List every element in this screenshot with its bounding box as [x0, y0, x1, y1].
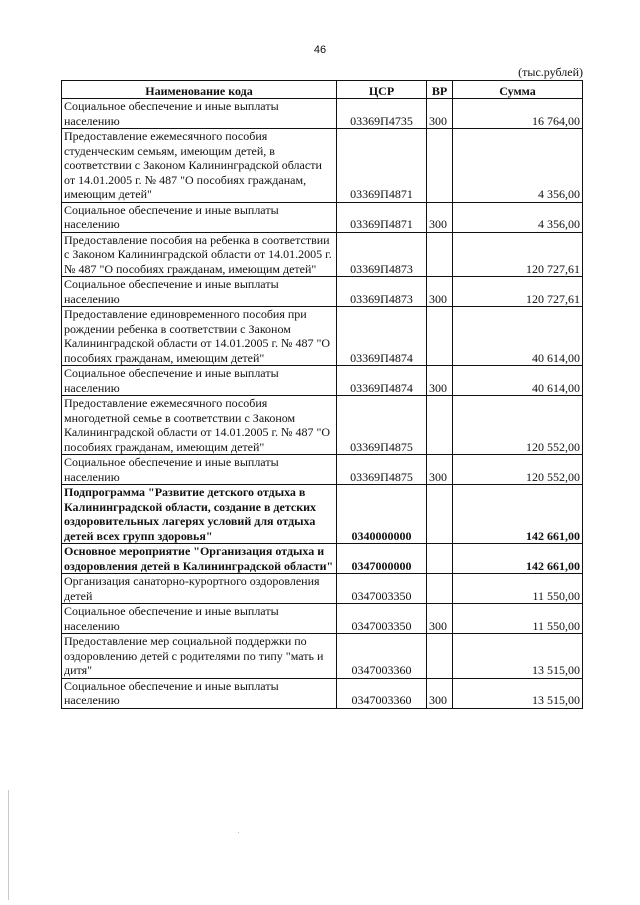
units-note: (тыс.рублей)	[518, 65, 583, 79]
row-name-cell: Социальное обеспечение и иные выплаты населению	[62, 277, 337, 307]
row-name-cell: Предоставление ежемесячного пособия студенческим семьям, имеющим детей, в соответствии с Законом Калининградской области от 14.01.2005 г. № 487 "О пособиях гражданам, имеющим детей"	[62, 129, 337, 203]
row-vr-cell: 300	[427, 678, 453, 708]
row-name-cell: Социальное обеспечение и иные выплаты населению	[62, 455, 337, 485]
table-row	[62, 366, 583, 396]
table-row	[62, 634, 583, 679]
row-name-cell: Организация санаторно-курортного оздоровления детей	[62, 574, 337, 604]
table-body	[62, 99, 583, 709]
row-vr-cell: 300	[427, 202, 453, 232]
row-csr-cell: 0347000000	[337, 544, 427, 574]
row-name-cell: Социальное обеспечение и иные выплаты населению	[62, 678, 337, 708]
row-sum-cell: 13 515,00	[453, 634, 583, 679]
row-csr-cell: 0340000000	[337, 485, 427, 544]
row-name-cell: Подпрограмма "Развитие детского отдыха в Калининградской области, создание в детских оздоровительных лагерях условий для отдыха детей всех групп здоровья"	[62, 485, 337, 544]
row-csr-cell: 03369П4735	[337, 99, 427, 129]
row-vr-cell: 300	[427, 604, 453, 634]
row-csr-cell: 03369П4873	[337, 232, 427, 277]
table-row	[62, 455, 583, 485]
table-row	[62, 99, 583, 129]
table-row	[62, 277, 583, 307]
row-csr-cell: 03369П4875	[337, 396, 427, 455]
row-name-cell: Социальное обеспечение и иные выплаты населению	[62, 202, 337, 232]
table-row	[62, 678, 583, 708]
row-name-cell: Социальное обеспечение и иные выплаты населению	[62, 604, 337, 634]
row-vr-cell	[427, 544, 453, 574]
row-vr-cell	[427, 396, 453, 455]
row-sum-cell: 142 661,00	[453, 544, 583, 574]
row-vr-cell	[427, 129, 453, 203]
row-sum-cell: 40 614,00	[453, 307, 583, 366]
row-name-cell: Предоставление пособия на ребенка в соответствии с Законом Калининградской области от 14.01.2005 г. № 487 "О пособиях гражданам, имеющим детей"	[62, 232, 337, 277]
table-row	[62, 485, 583, 544]
row-sum-cell: 16 764,00	[453, 99, 583, 129]
page-number: 46	[313, 44, 327, 56]
scan-speck	[238, 832, 239, 833]
row-vr-cell	[427, 232, 453, 277]
row-sum-cell: 13 515,00	[453, 678, 583, 708]
table-row	[62, 232, 583, 277]
row-vr-cell	[427, 307, 453, 366]
table-row	[62, 202, 583, 232]
table-row	[62, 544, 583, 574]
row-csr-cell: 03369П4873	[337, 277, 427, 307]
row-csr-cell: 03369П4875	[337, 455, 427, 485]
row-vr-cell	[427, 574, 453, 604]
row-name-cell: Предоставление единовременного пособия при рождении ребенка в соответствии с Законом Калининградской области от 14.01.2005 г. № 487 "О пособиях гражданам, имеющим детей"	[62, 307, 337, 366]
scan-edge-line	[8, 790, 9, 900]
row-sum-cell: 120 727,61	[453, 232, 583, 277]
row-sum-cell: 4 356,00	[453, 202, 583, 232]
table-row	[62, 604, 583, 634]
row-vr-cell	[427, 634, 453, 679]
row-name-cell: Социальное обеспечение и иные выплаты населению	[62, 366, 337, 396]
header-vr: ВР	[427, 81, 453, 99]
row-vr-cell: 300	[427, 455, 453, 485]
row-name-cell: Социальное обеспечение и иные выплаты населению	[62, 99, 337, 129]
budget-table	[61, 80, 583, 709]
row-csr-cell: 0347003360	[337, 634, 427, 679]
row-sum-cell: 11 550,00	[453, 604, 583, 634]
row-sum-cell: 4 356,00	[453, 129, 583, 203]
row-vr-cell	[427, 485, 453, 544]
row-csr-cell: 0347003350	[337, 574, 427, 604]
row-sum-cell: 120 727,61	[453, 277, 583, 307]
row-csr-cell: 03369П4871	[337, 202, 427, 232]
table-row	[62, 129, 583, 203]
row-csr-cell: 03369П4871	[337, 129, 427, 203]
table-row	[62, 307, 583, 366]
row-vr-cell: 300	[427, 366, 453, 396]
row-vr-cell: 300	[427, 277, 453, 307]
row-name-cell: Предоставление мер социальной поддержки по оздоровлению детей с родителями по типу "мать и дитя"	[62, 634, 337, 679]
row-sum-cell: 40 614,00	[453, 366, 583, 396]
row-sum-cell: 142 661,00	[453, 485, 583, 544]
row-csr-cell: 0347003350	[337, 604, 427, 634]
header-csr: ЦСР	[337, 81, 427, 99]
row-sum-cell: 120 552,00	[453, 396, 583, 455]
row-vr-cell: 300	[427, 99, 453, 129]
header-sum: Сумма	[453, 81, 583, 99]
row-sum-cell: 120 552,00	[453, 455, 583, 485]
row-sum-cell: 11 550,00	[453, 574, 583, 604]
row-csr-cell: 03369П4874	[337, 307, 427, 366]
row-name-cell: Основное мероприятие "Организация отдыха и оздоровления детей в Калининградской области"	[62, 544, 337, 574]
row-name-cell: Предоставление ежемесячного пособия многодетной семье в соответствии с Законом Калининградской области от 14.01.2005 г. № 487 "О пособиях гражданам, имеющим детей"	[62, 396, 337, 455]
row-csr-cell: 0347003360	[337, 678, 427, 708]
table-header-row	[62, 81, 583, 99]
table-row	[62, 574, 583, 604]
header-name: Наименование кода	[62, 81, 337, 99]
row-csr-cell: 03369П4874	[337, 366, 427, 396]
table-row	[62, 396, 583, 455]
